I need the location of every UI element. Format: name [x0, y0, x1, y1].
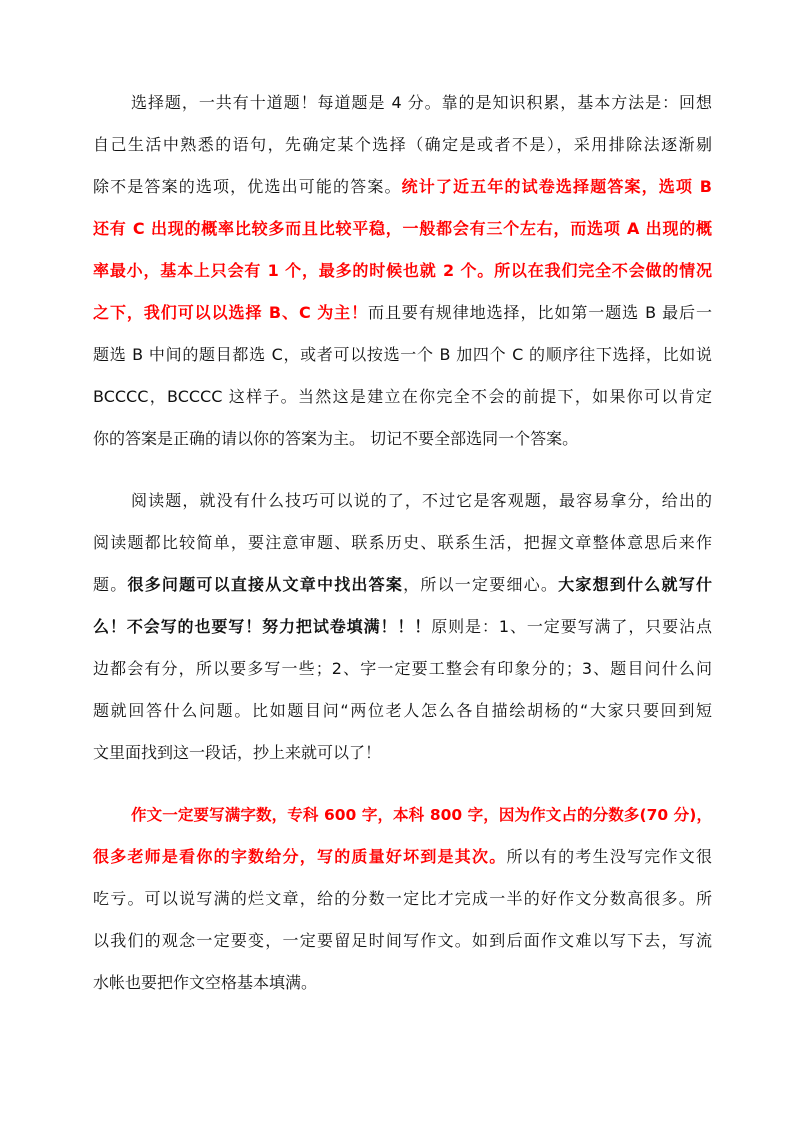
text-line: [93, 82, 712, 124]
text-segment: 边都会有分，所以要多写一些；2、字一定要工整会有印象分的；3、题目问什么问: [93, 659, 712, 678]
text-segment: 吃亏。可以说写满的烂文章，给的分数一定比才完成一半的好作文分数高很多。所: [93, 889, 712, 908]
text-segment: 而且要有规律地选择，比如第一题选 B 最后一: [368, 303, 712, 322]
text-segment: 阅读题都比较简单，要注意审题、联系历史、联系生活，把握文章整体意思后来作: [93, 533, 712, 552]
text-segment: 所以有的考生没写完作文很: [506, 847, 712, 866]
text-segment: 自己生活中熟悉的语句，先确定某个选择（确定是或者不是），采用排除法逐渐剔: [93, 135, 712, 154]
text-line: [93, 522, 712, 564]
text-line: [93, 836, 712, 878]
text-segment: 原则是：1、一定要写满了，只要沾点: [431, 617, 712, 636]
text-segment: 以我们的观念一定要变，一定要留足时间写作文。如到后面作文难以写下去，写流: [93, 931, 712, 950]
bold-text: 么！不会写的也要写！努力把试卷填满！！！: [93, 617, 432, 636]
text-segment: 除不是答案的选项，优选出可能的答案。: [93, 177, 402, 196]
bold-text: 大家想到什么就写什: [558, 575, 712, 594]
highlighted-text: 很多老师是看你的字数给分，写的质量好坏到是其次。: [93, 847, 507, 866]
text-segment: 题就回答什么问题。比如题目问“两位老人怎么各自描绘胡杨的“大家只要回到短: [93, 701, 712, 720]
text-line: [93, 250, 712, 292]
text-line: [93, 962, 712, 1004]
text-line: [93, 878, 712, 920]
text-segment: 题。: [93, 575, 128, 594]
text-line: [93, 606, 712, 648]
text-segment: 你的答案是正确的请以你的答案为主。 切记不要全部选同一个答案。: [93, 429, 579, 448]
text-segment: 选择题，一共有十道题！每道题是 4 分。靠的是知识积累，基本方法是：回想: [131, 93, 712, 112]
text-line: [93, 166, 712, 208]
paragraph: [93, 794, 712, 1004]
text-line: [93, 794, 712, 836]
text-line: [93, 208, 712, 250]
highlighted-text: 统计了近五年的试卷选择题答案，选项 B: [401, 177, 712, 196]
text-segment: 水帐也要把作文空格基本填满。: [93, 973, 318, 992]
highlighted-text: 率最小，基本上只会有 1 个，最多的时候也就 2 个。所以在我们完全不会做的情况: [93, 261, 712, 280]
highlighted-text: 作文一定要写满字数，专科 600 字，本科 800 字，因为作文占的分数多(70 分)，: [131, 806, 712, 824]
text-line: [93, 564, 712, 606]
bold-text: 很多问题可以直接从文章中找出答案: [127, 575, 404, 594]
text-segment: ，所以一定要细心。: [403, 575, 559, 594]
text-segment: 题选 B 中间的题目都选 C，或者可以按选一个 B 加四个 C 的顺序往下选择，比如说: [93, 345, 712, 364]
document-page: [93, 82, 712, 1024]
highlighted-text: 之下，我们可以以选择 B、C 为主！: [93, 303, 369, 322]
text-line: [93, 334, 712, 376]
text-line: [93, 690, 712, 732]
text-line: [93, 648, 712, 690]
text-segment: 文里面找到这一段话，抄上来就可以了！: [93, 743, 382, 762]
text-line: [93, 480, 712, 522]
highlighted-text: 还有 C 出现的概率比较多而且比较平稳，一般都会有三个左右，而选项 A 出现的概: [93, 219, 712, 238]
paragraph: [93, 480, 712, 774]
text-line: [93, 292, 712, 334]
paragraph: [93, 82, 712, 460]
text-line: [93, 920, 712, 962]
text-line: [93, 124, 712, 166]
text-line: [93, 418, 712, 460]
text-segment: BCCCC，BCCCC 这样子。当然这是建立在你完全不会的前提下，如果你可以肯定: [93, 387, 712, 406]
text-line: [93, 732, 712, 774]
text-segment: 阅读题，就没有什么技巧可以说的了，不过它是客观题，最容易拿分，给出的: [131, 491, 712, 510]
text-line: [93, 376, 712, 418]
